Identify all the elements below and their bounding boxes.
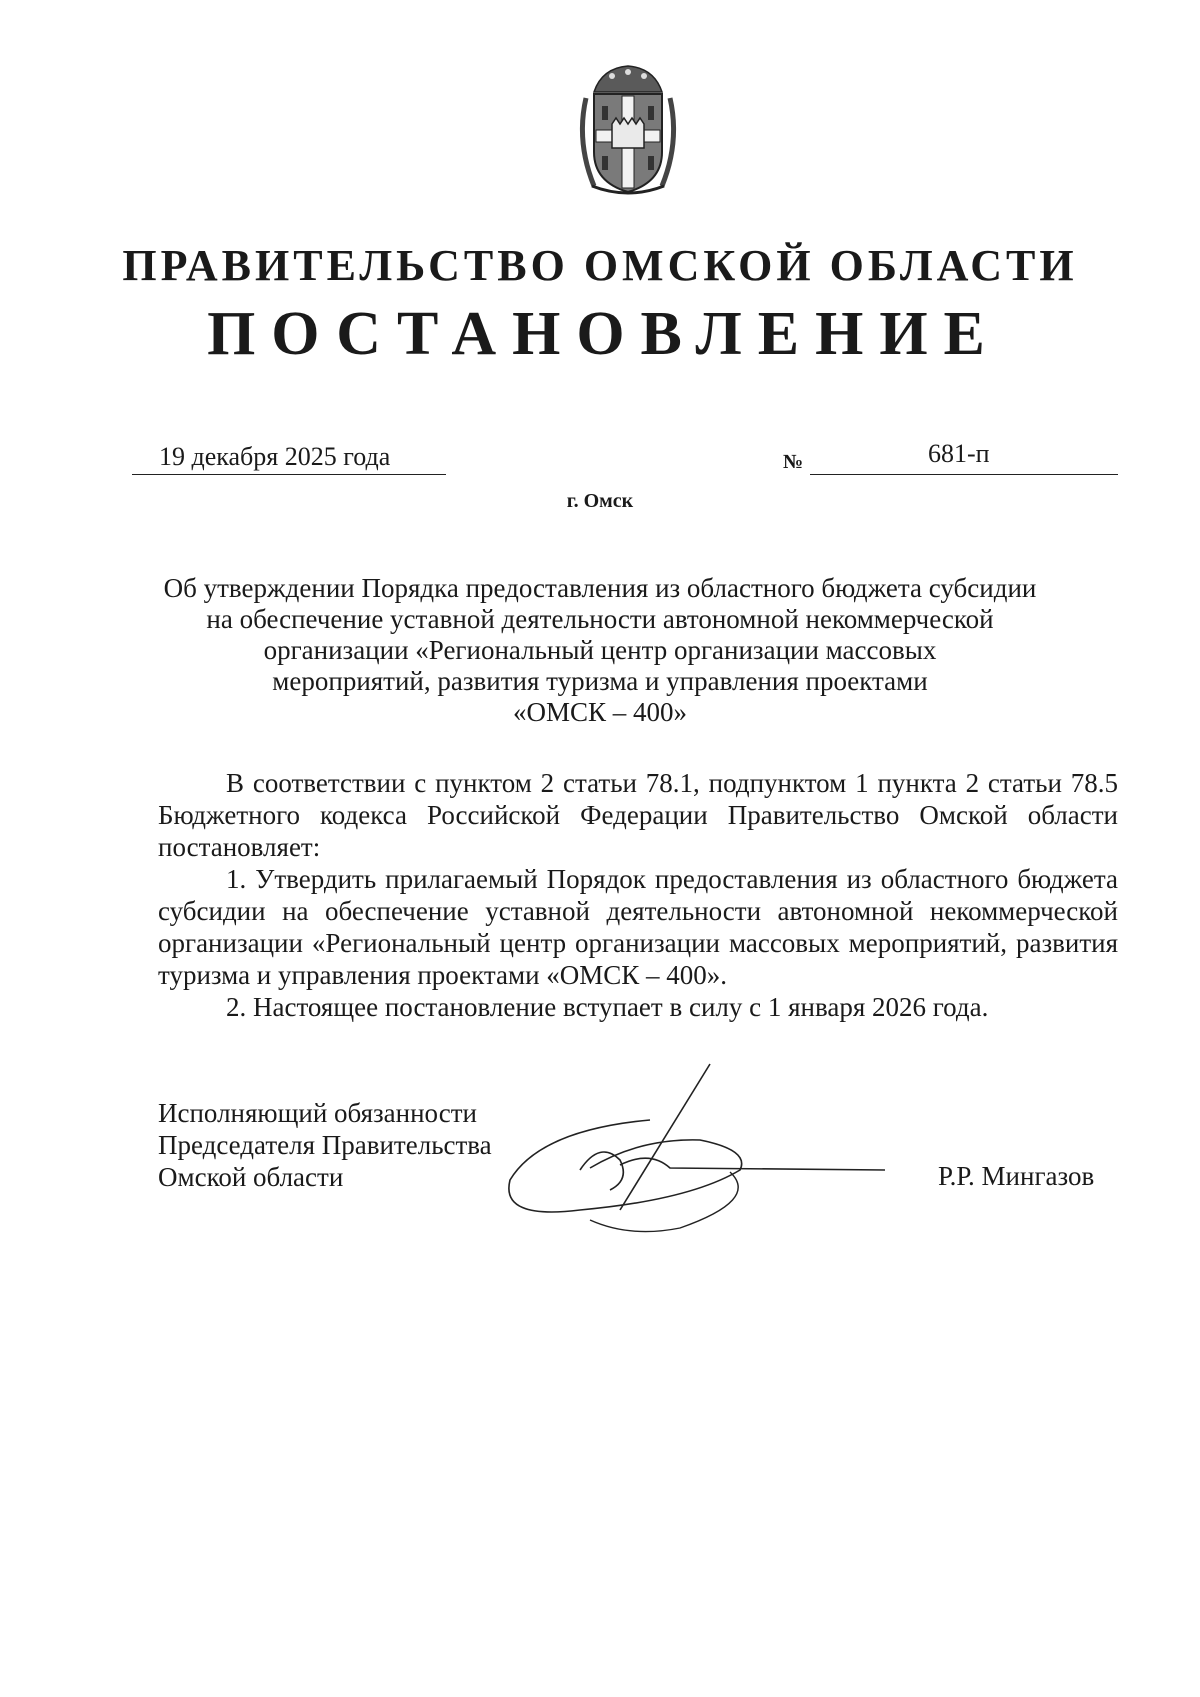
number-sign: № [783,451,804,473]
signer-position [158,1097,492,1193]
subject-line: «ОМСК – 400» [512,697,688,727]
handwritten-signature-icon [500,1060,900,1240]
subject-line: мероприятий, развития туризма и управления проектами [272,666,928,696]
position-line: Председателя Правительства [158,1130,492,1160]
subject-line: на обеспечение уставной деятельности автономной некоммерческой [206,604,994,634]
organization-title: ПРАВИТЕЛЬСТВО ОМСКОЙ ОБЛАСТИ [122,241,1078,290]
position-line: Омской области [158,1162,344,1192]
subject-line: организации «Региональный центр организации массовых [263,635,937,665]
signer-name: Р.Р. Мингазов [938,1161,1095,1191]
item-2-paragraph: 2. Настоящее постановление вступает в силу с 1 января 2026 года. [226,992,989,1022]
city-label: г. Омск [566,490,634,512]
position-line: Исполняющий обязанности [158,1098,477,1128]
document-number: 681-п [928,439,990,468]
coat-of-arms-icon [572,62,684,198]
subject-line: Об утверждении Порядка предоставления из областного бюджета субсидии [163,573,1037,603]
item-1-paragraph: 1. Утвердить прилагаемый Порядок предоставления из областного бюджета субсидии на обеспечение уставной деятельности автономной некоммерческой организации «Региональный центр организации массовых мероприятий, развития туризма и управления проектами «ОМСК – 400». [158,864,1118,990]
document-type-title: ПОСТАНОВЛЕНИЕ [207,300,1001,368]
preamble-paragraph: В соответствии с пунктом 2 статьи 78.1, подпунктом 1 пункта 2 статьи 78.5 Бюджетного кодекса Российской Федерации Правительство Омской области постановляет: [158,768,1118,862]
document-date: 19 декабря 2025 года [159,442,391,471]
number-field [810,440,1118,475]
document-body [158,767,1118,1023]
date-field [132,440,446,475]
document-subject [150,573,1050,728]
